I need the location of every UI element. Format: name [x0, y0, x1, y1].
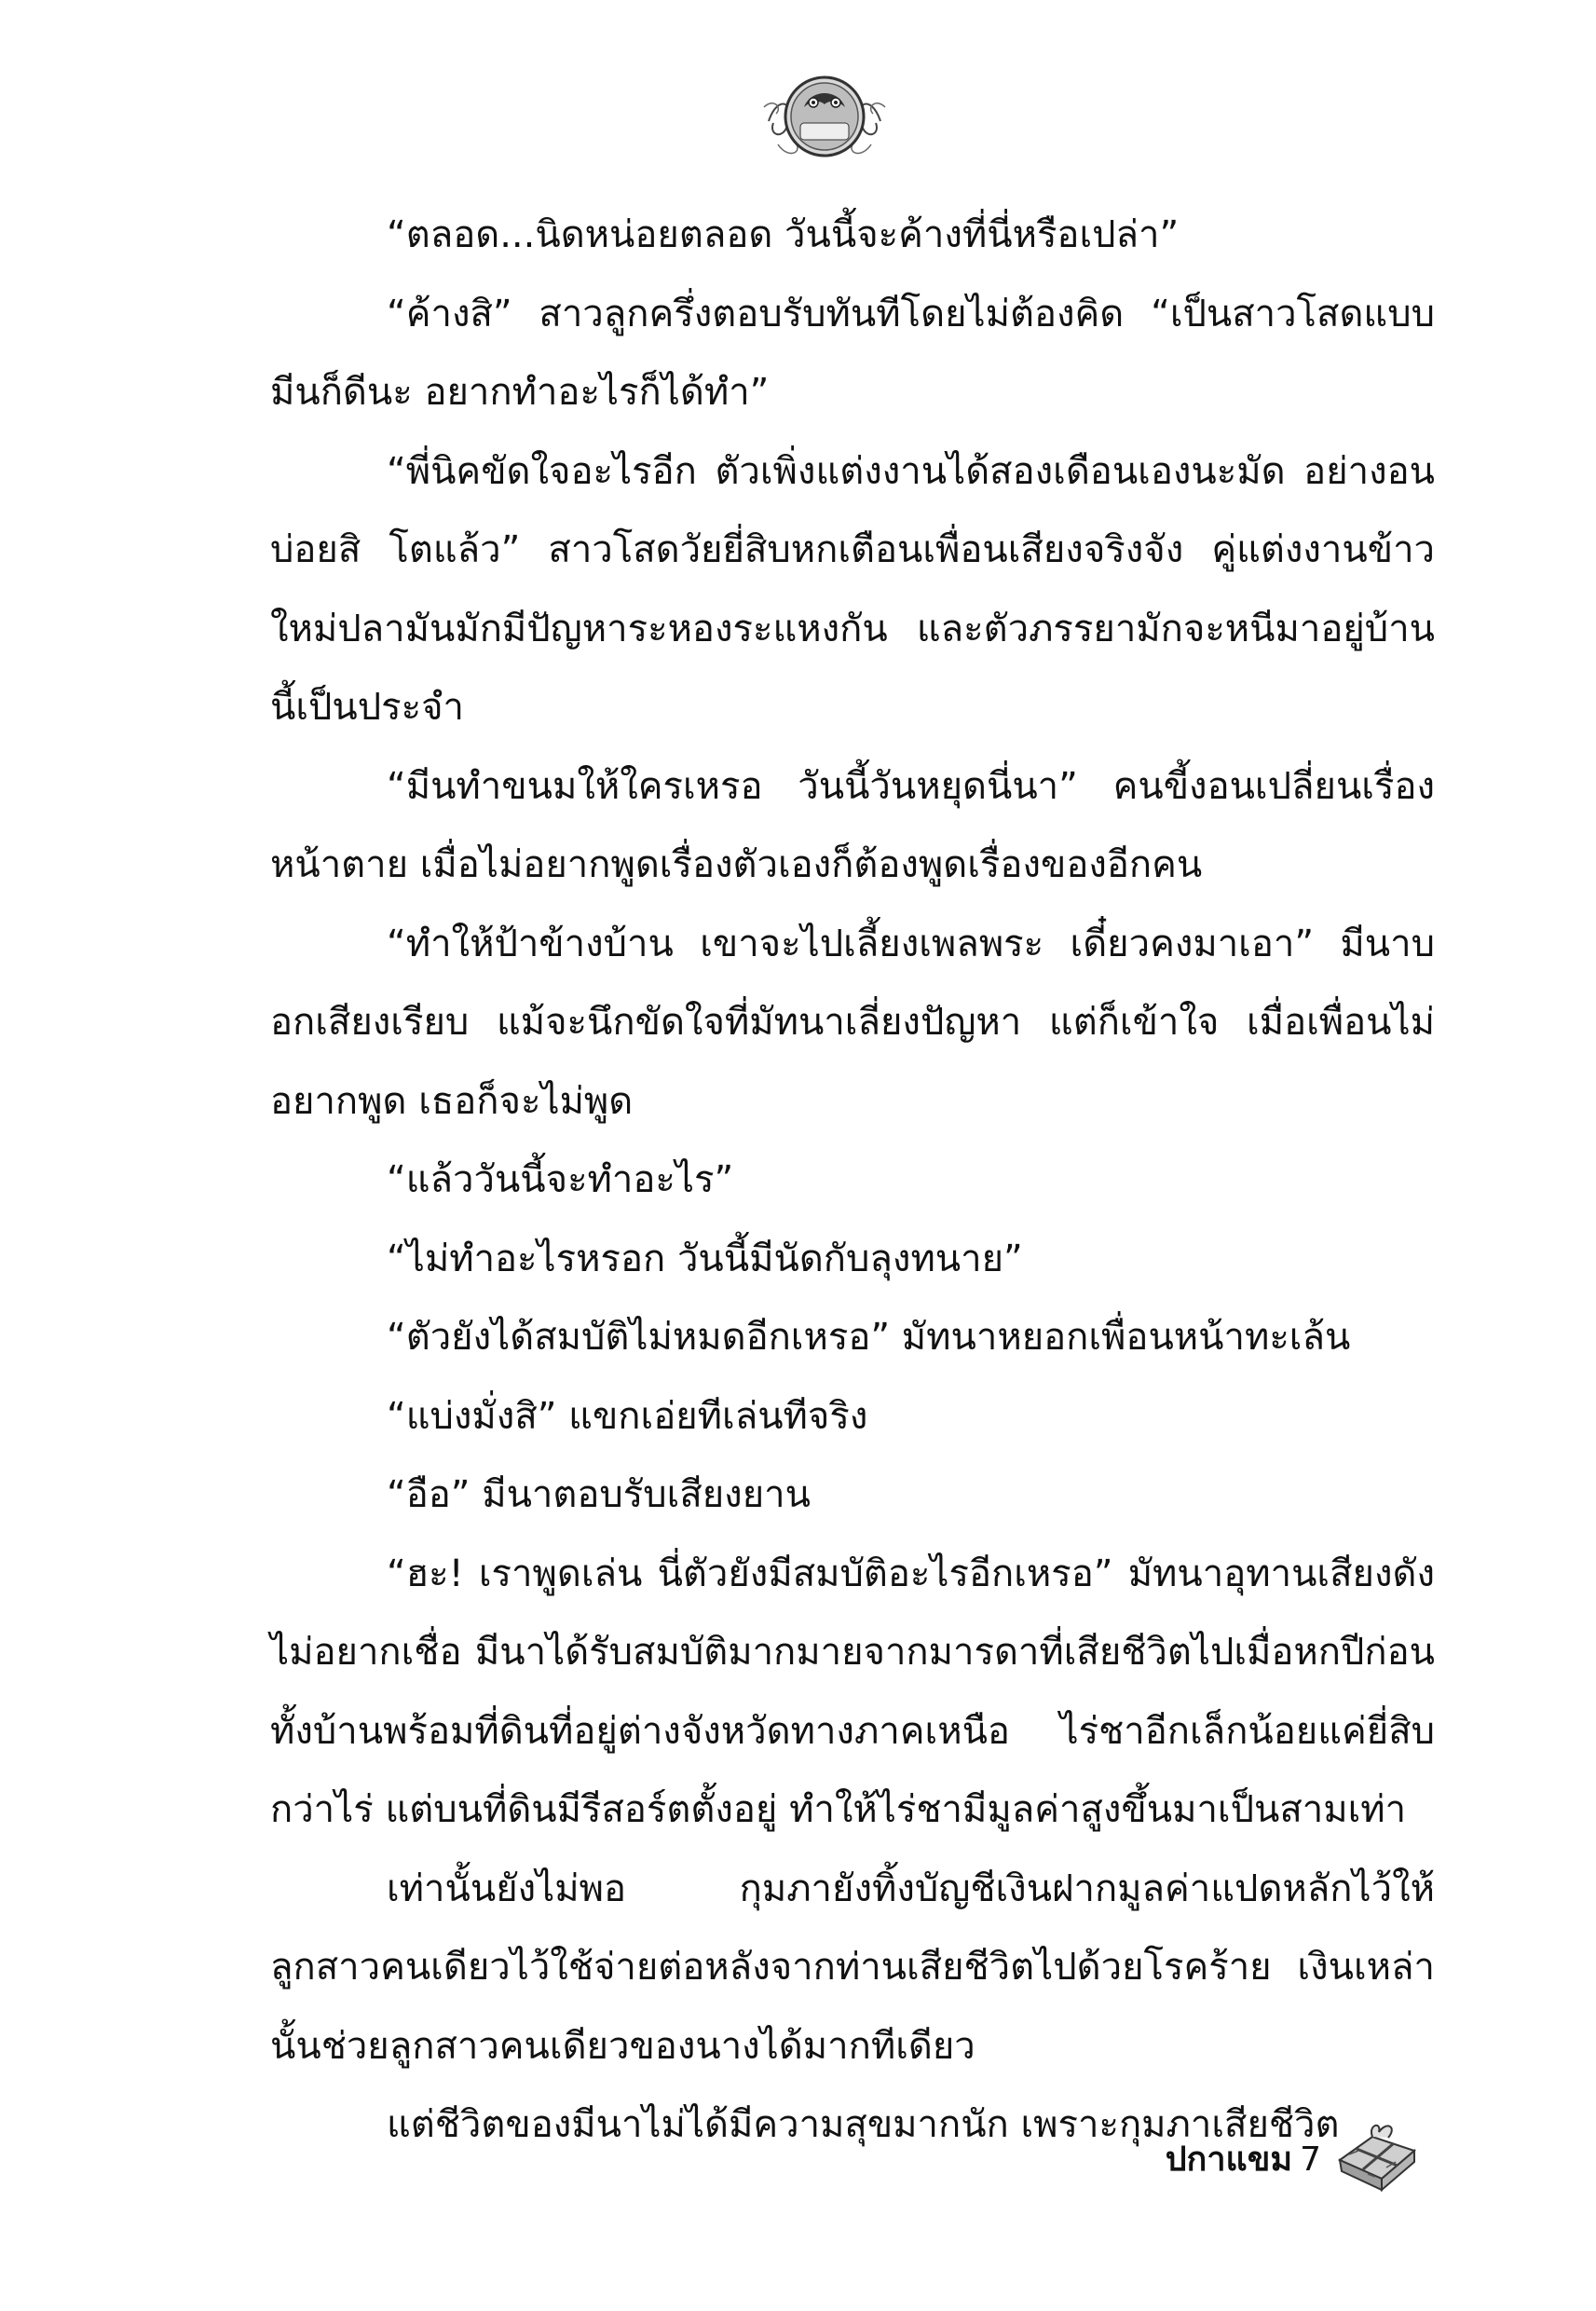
paragraph: แต่ชีวิตของมีนาไม่ได้มีความสุขมากนัก เพราะกุมภาเสียชีวิต: [387, 2103, 1340, 2146]
page-footer: [1144, 2113, 1424, 2197]
paragraph: “อือ” มีนาตอบรับเสียงยาน: [387, 1473, 811, 1516]
paragraph: “มีนทำขนมให้ใครเหรอ วันนี้วันหยุดนี่นา” คนขี้งอนเปลี่ยนเรื่องหน้าตาย เมื่อไม่อยากพูดเรื่องตัวเองก็ต้องพูดเรื่องของอีกคน: [270, 764, 1435, 886]
story-text: [270, 196, 1435, 2153]
paragraph: “ตัวยังได้สมบัติไม่หมดอีกเหรอ” มัทนาหยอกเพื่อนหน้าทะเล้น: [387, 1316, 1351, 1359]
paragraph: “พี่นิคขัดใจอะไรอีก ตัวเพิ่งแต่งงานได้สองเดือนเองนะมัด อย่างอนบ่อยสิ โตแล้ว” สาวโสดวัยยี่สิบหกเตือนเพื่อนเสียงจริงจัง คู่แต่งงานข้าวใหม่ปลามันมักมีปัญหาระหองระแหงกัน และตัวภรรยามักจะหนีมาอยู่บ้านนี้เป็นประจำ: [270, 449, 1435, 729]
paragraph: “ไม่ทำอะไรหรอก วันนี้มีนัดกับลุงทนาย”: [387, 1237, 1023, 1280]
paragraph: “ทำให้ป้าข้างบ้าน เขาจะไปเลี้ยงเพลพระ เดี๋ยวคงมาเอา” มีนาบอกเสียงเรียบ แม้จะนึกขัดใจที่มัทนาเลี่ยงปัญหา แต่ก็เข้าใจ เมื่อเพื่อนไม่อยากพูด เธอก็จะไม่พูด: [270, 922, 1435, 1123]
running-footer: [1166, 2132, 1321, 2185]
paragraph: “แล้ววันนี้จะทำอะไร”: [387, 1158, 734, 1201]
paragraph: เท่านั้นยังไม่พอ กุมภายังทิ้งบัญชีเงินฝากมูลค่าแปดหลักไว้ให้ลูกสาวคนเดียวไว้ใช้จ่ายต่อหลังจากท่านเสียชีวิตไปด้วยโรคร้าย เงินเหล่านั้นช่วยลูกสาวคนเดียวของนางได้มากทีเดียว: [270, 1867, 1435, 2068]
book-title: ปกาแขม: [1165, 2140, 1293, 2179]
paragraph: “ฮะ! เราพูดเล่น นี่ตัวยังมีสมบัติอะไรอีกเหรอ” มัทนาอุทานเสียงดัง ไม่อยากเชื่อ มีนาได้รับสมบัติมากมายจากมารดาที่เสียชีวิตไปเมื่อหกปีก่อน ทั้งบ้านพร้อมที่ดินที่อยู่ต่างจังหวัดทางภาคเหนือ ไร่ชาอีกเล็กน้อยแค่ยี่สิบกว่าไร่ แต่บนที่ดินมีรีสอร์ตตั้งอยู่ ทำให้ไร่ชามีมูลค่าสูงขึ้นมาเป็นสามเท่า: [270, 1552, 1435, 1831]
paragraph: “ตลอด...นิดหน่อยตลอด วันนี้จะค้างที่นี่หรือเปล่า”: [387, 213, 1180, 256]
page-number: 7: [1300, 2140, 1321, 2179]
wrapped-parcel-icon: [1330, 2113, 1424, 2197]
ornamental-seal-icon: [759, 56, 890, 177]
paragraph: “แบ่งมั่งสิ” แขกเอ่ยทีเล่นทีจริง: [387, 1394, 868, 1438]
paragraph: “ค้างสิ” สาวลูกครึ่งตอบรับทันทีโดยไม่ต้องคิด “เป็นสาวโสดแบบมีนก็ดีนะ อยากทำอะไรก็ได้ทำ”: [270, 292, 1435, 414]
